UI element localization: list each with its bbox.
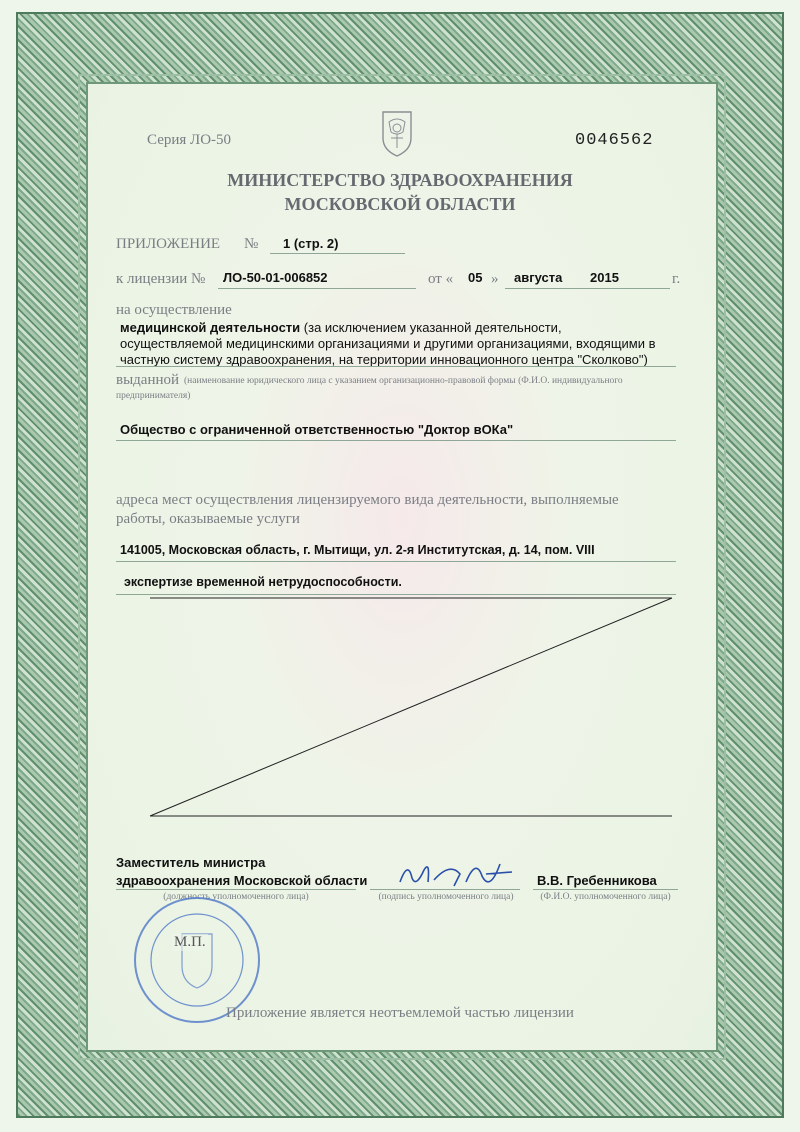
appendix-number-sign: № xyxy=(244,236,259,252)
ministry-title-line1: МИНИСТЕРСТВО ЗДРАВООХРАНЕНИЯ xyxy=(227,170,573,190)
organization-underline xyxy=(116,440,676,441)
name-underline xyxy=(533,889,678,890)
signature-underline xyxy=(370,889,520,890)
activity-underline xyxy=(116,366,676,367)
activity-rest: (за исключением указанной деятельности, xyxy=(300,320,562,335)
issued-hint-line1: (наименование юридического лица с указанием организационно-правовой формы (Ф.И.О. индивидуального xyxy=(184,376,623,386)
license-year: 2015 xyxy=(590,270,619,285)
service-item: экспертизе временной нетрудоспособности. xyxy=(124,575,402,589)
caption-name: (Ф.И.О. уполномоченного лица) xyxy=(540,892,671,902)
license-month: августа xyxy=(514,270,563,285)
ministry-title-line2: МОСКОВСКОЙ ОБЛАСТИ xyxy=(284,194,516,214)
activity-line2: осуществляемой медицинскими организациями и другими организациями, входящими в xyxy=(120,336,656,351)
activity-bold: медицинской деятельности xyxy=(120,320,301,335)
addresses-label-line2: работы, оказываемые услуги xyxy=(116,511,300,527)
caption-signature: (подпись уполномоченного лица) xyxy=(378,892,514,902)
blank-space-cancel-line xyxy=(110,590,690,822)
license-number-underline xyxy=(218,288,416,289)
signatory-name: В.В. Гребенникова xyxy=(537,873,657,888)
footer-note: Приложение является неотъемлемой частью лицензии xyxy=(226,1005,574,1021)
signatory-position-line1: Заместитель министра xyxy=(116,855,266,870)
license-year-suffix: г. xyxy=(672,271,681,287)
appendix-underline xyxy=(270,253,405,254)
issued-label: выданной xyxy=(116,372,180,388)
activity-intro: на осуществление xyxy=(116,302,232,318)
license-label: к лицензии № xyxy=(116,271,206,287)
form-number: 0046562 xyxy=(575,131,654,150)
activity-line1 xyxy=(120,320,562,335)
signatory-position-line2: здравоохранения Московской области xyxy=(116,873,368,888)
license-number: ЛО-50-01-006852 xyxy=(223,270,328,285)
license-day: 05 xyxy=(468,270,483,285)
coat-of-arms-icon xyxy=(377,108,417,158)
activity-address: 141005, Московская область, г. Мытищи, ул. 2-я Институтская, д. 14, пом. VIII xyxy=(120,543,595,557)
stamp-place-label: М.П. xyxy=(174,934,206,950)
caption-position: (должность уполномоченного лица) xyxy=(163,892,309,902)
series-label: Серия ЛО-50 xyxy=(147,132,232,148)
organization-name: Общество с ограниченной ответственностью "Доктор вОКа" xyxy=(120,422,514,437)
license-day-close: » xyxy=(491,271,499,287)
address-underline xyxy=(116,561,676,562)
activity-line3: частную систему здравоохранения, на территории инновационного центра "Сколково") xyxy=(120,352,648,367)
license-date-underline xyxy=(505,288,670,289)
addresses-label-line1: адреса мест осуществления лицензируемого вида деятельности, выполняемые xyxy=(116,492,619,508)
appendix-number-value: 1 (стр. 2) xyxy=(283,236,339,251)
issued-hint-line2: предпринимателя) xyxy=(116,391,191,401)
license-date-from: от « xyxy=(428,271,454,287)
appendix-label: ПРИЛОЖЕНИЕ xyxy=(116,236,221,252)
